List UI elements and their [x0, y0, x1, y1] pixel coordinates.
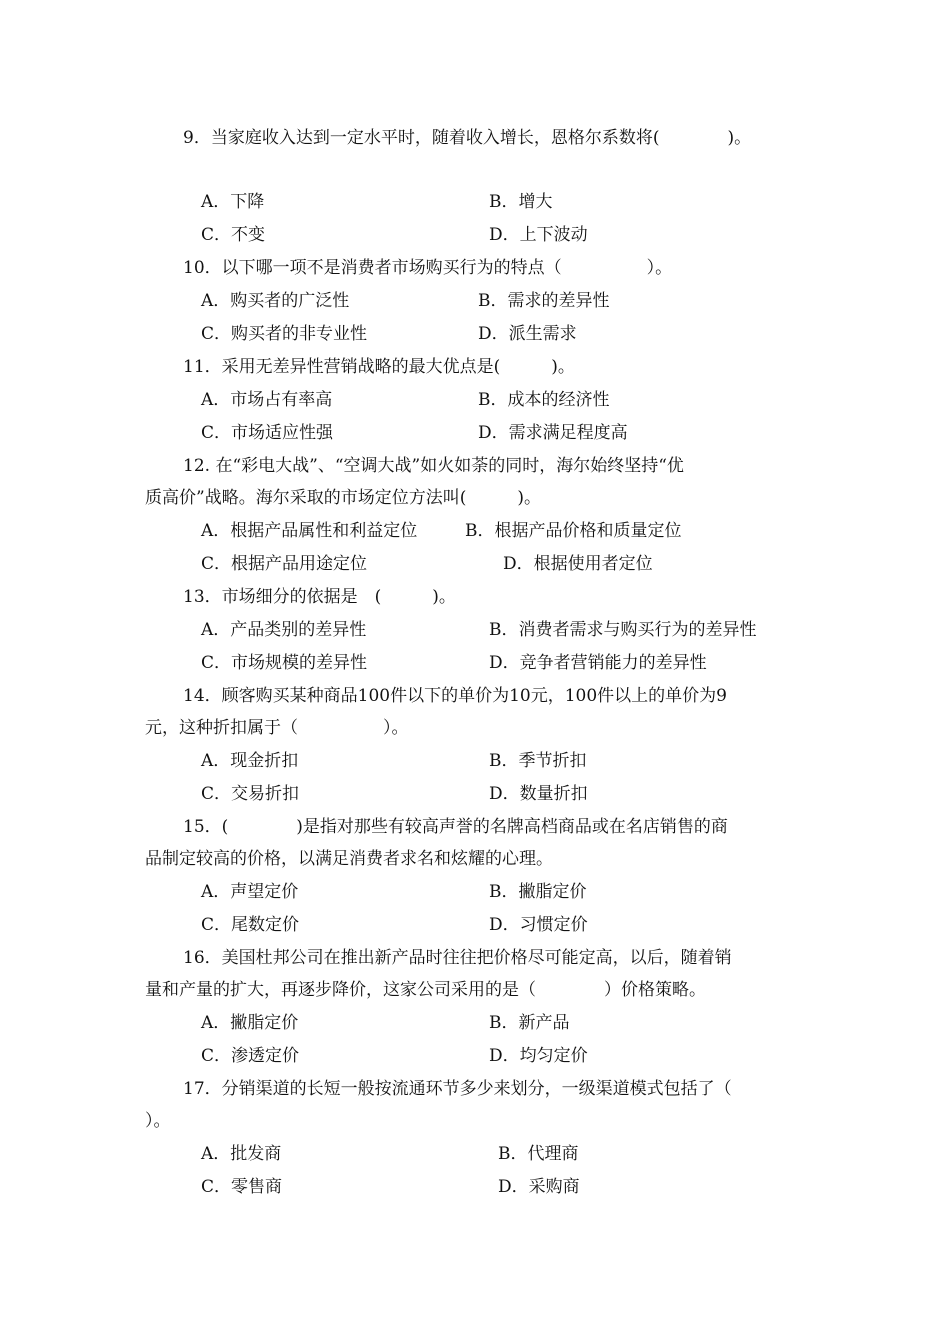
question-12-text-line-2: 质高价”战略。海尔采取的市场定位方法叫( )。 — [145, 488, 541, 508]
question-10-option-c: C．购买者的非专业性 — [201, 324, 368, 344]
question-9-option-d: D．上下波动 — [489, 225, 588, 245]
question-12-option-d: D．根据使用者定位 — [503, 554, 653, 574]
question-15-text-line-1: 15．( )是指对那些有较高声誉的名牌高档商品或在名店销售的商 — [183, 817, 728, 837]
question-16-text-line-1: 16．美国杜邦公司在推出新产品时往往把价格尽可能定高，以后，随着销 — [183, 948, 732, 968]
question-11-text: 11．采用无差异性营销战略的最大优点是( )。 — [183, 357, 575, 377]
question-16-option-c: C．渗透定价 — [201, 1046, 300, 1066]
question-16-option-b: B．新产品 — [489, 1013, 570, 1033]
question-13-option-a: A．产品类别的差异性 — [201, 620, 367, 640]
question-15-option-d: D．习惯定价 — [489, 915, 588, 935]
question-15-text-line-2: 品制定较高的价格，以满足消费者求名和炫耀的心理。 — [145, 849, 553, 869]
question-12-option-b: B．根据产品价格和质量定位 — [465, 521, 682, 541]
question-16-option-d: D．均匀定价 — [489, 1046, 588, 1066]
question-15-option-a: A．声望定价 — [201, 882, 299, 902]
question-9-text: 9．当家庭收入达到一定水平时，随着收入增长，恩格尔系数将( )。 — [183, 128, 752, 148]
question-16-option-a: A．撇脂定价 — [201, 1013, 299, 1033]
question-15-option-b: B．撇脂定价 — [489, 882, 587, 902]
question-9-option-b: B．增大 — [489, 192, 553, 212]
question-11-option-a: A．市场占有率高 — [201, 390, 333, 410]
question-12-option-c: C．根据产品用途定位 — [201, 554, 368, 574]
question-11-option-b: B．成本的经济性 — [478, 390, 610, 410]
question-9-option-c: C．不变 — [201, 225, 266, 245]
question-14-text-line-1: 14．顾客购买某种商品100件以下的单价为10元，100件以上的单价为9 — [183, 686, 727, 706]
question-14-option-a: A．现金折扣 — [201, 751, 299, 771]
question-17-text-line-2: ）。 — [145, 1111, 171, 1131]
question-17-option-a: A．批发商 — [201, 1144, 282, 1164]
question-10-option-d: D．派生需求 — [478, 324, 577, 344]
question-13-text: 13．市场细分的依据是 ( )。 — [183, 587, 456, 607]
question-16-text-line-2: 量和产量的扩大，再逐步降价，这家公司采用的是（ ）价格策略。 — [145, 980, 706, 1000]
question-15-option-c: C．尾数定价 — [201, 915, 300, 935]
question-13-option-c: C．市场规模的差异性 — [201, 653, 368, 673]
question-11-option-c: C．市场适应性强 — [201, 423, 334, 443]
question-10-option-a: A．购买者的广泛性 — [201, 291, 350, 311]
question-10-text: 10．以下哪一项不是消费者市场购买行为的特点（ ）。 — [183, 258, 673, 278]
question-17-option-c: C．零售商 — [201, 1177, 283, 1197]
question-14-option-b: B．季节折扣 — [489, 751, 587, 771]
question-11-option-d: D．需求满足程度高 — [478, 423, 628, 443]
question-13-option-d: D．竞争者营销能力的差异性 — [489, 653, 707, 673]
question-10-option-b: B．需求的差异性 — [478, 291, 610, 311]
question-17-text-line-1: 17．分销渠道的长短一般按流通环节多少来划分，一级渠道模式包括了（ — [183, 1079, 732, 1099]
question-12-text-line-1: 12. 在“彩电大战”、“空调大战”如火如荼的同时，海尔始终坚持“优 — [183, 456, 684, 476]
question-14-text-line-2: 元，这种折扣属于（ ）。 — [145, 718, 409, 738]
question-17-option-d: D．采购商 — [498, 1177, 580, 1197]
question-14-option-d: D．数量折扣 — [489, 784, 588, 804]
question-13-option-b: B．消费者需求与购买行为的差异性 — [489, 620, 757, 640]
question-14-option-c: C．交易折扣 — [201, 784, 300, 804]
question-9-option-a: A．下降 — [201, 192, 265, 212]
question-17-option-b: B．代理商 — [498, 1144, 579, 1164]
question-12-option-a: A．根据产品属性和利益定位 — [201, 521, 418, 541]
